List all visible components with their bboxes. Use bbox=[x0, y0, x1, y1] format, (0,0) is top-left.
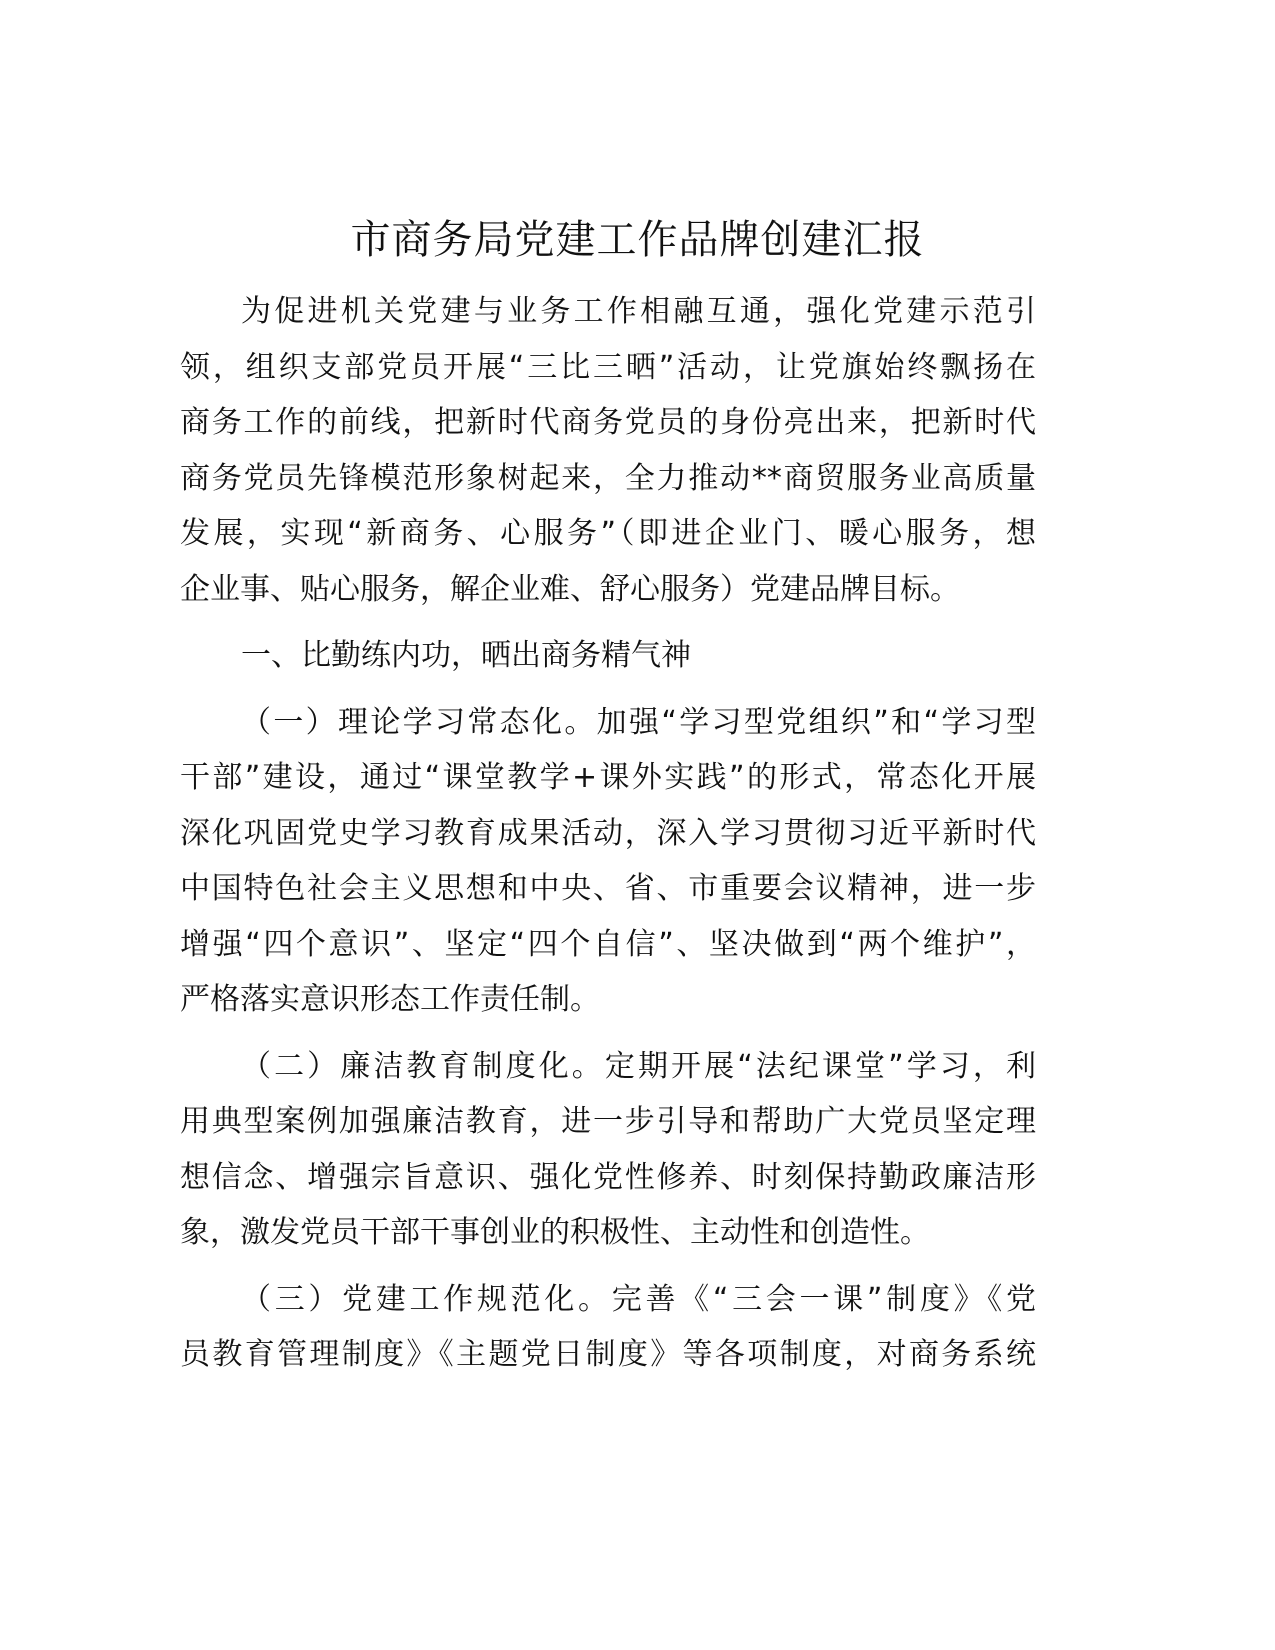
text-line: 用典型案例加强廉洁教育，进一步引导和帮助广大党员坚定理 bbox=[180, 1104, 1036, 1139]
text-line: 想信念、增强宗旨意识、强化党性修养、时刻保持勤政廉洁形 bbox=[180, 1159, 1036, 1195]
text-line: 商务党员先锋模范形象树起来，全力推动**商贸服务业高质量 bbox=[180, 460, 1036, 496]
section-heading bbox=[180, 628, 1036, 684]
paragraph bbox=[180, 1272, 1036, 1383]
text-line: 一、比勤练内功，晒出商务精气神 bbox=[241, 638, 691, 673]
text-line: 严格落实意识形态工作责任制。 bbox=[180, 982, 600, 1017]
text-line: 商务工作的前线，把新时代商务党员的身份亮出来，把新时代 bbox=[180, 405, 1036, 440]
text-line: 增强“四个意识”、坚定“四个自信”、坚决做到“两个维护”， bbox=[180, 926, 1036, 962]
text-line: 企业事、贴心服务，解企业难、舒心服务）党建品牌目标。 bbox=[180, 571, 960, 607]
text-line: 为促进机关党建与业务工作相融互通，强化党建示范引 bbox=[241, 294, 1036, 329]
paragraph bbox=[180, 695, 1036, 1028]
paragraph bbox=[180, 284, 1036, 617]
text-line: 干部”建设，通过“课堂教学+课外实践”的形式，常态化开展 bbox=[180, 760, 1036, 795]
text-line: 深化巩固党史学习教育成果活动，深入学习贯彻习近平新时代 bbox=[180, 815, 1036, 851]
text-line: （三）党建工作规范化。完善《“三会一课”制度》《党 bbox=[241, 1281, 1036, 1317]
document-body bbox=[180, 284, 1036, 1394]
text-line: 领，组织支部党员开展“三比三晒”活动，让党旗始终飘扬在 bbox=[180, 349, 1036, 385]
document-title: 市商务局党建工作品牌创建汇报 bbox=[350, 217, 925, 263]
text-line: 中国特色社会主义思想和中央、省、市重要会议精神，进一步 bbox=[180, 871, 1036, 906]
text-line: 发展，实现“新商务、心服务”（即进企业门、暖心服务，想 bbox=[180, 516, 1036, 551]
text-line: 象，激发党员干部干事创业的积极性、主动性和创造性。 bbox=[180, 1215, 930, 1250]
text-line: （二）廉洁教育制度化。定期开展“法纪课堂”学习，利 bbox=[241, 1048, 1036, 1084]
text-line: 员教育管理制度》《主题党日制度》等各项制度，对商务系统 bbox=[180, 1337, 1036, 1372]
paragraph bbox=[180, 1039, 1036, 1261]
text-line: （一）理论学习常态化。加强“学习型党组织”和“学习型 bbox=[241, 704, 1036, 740]
